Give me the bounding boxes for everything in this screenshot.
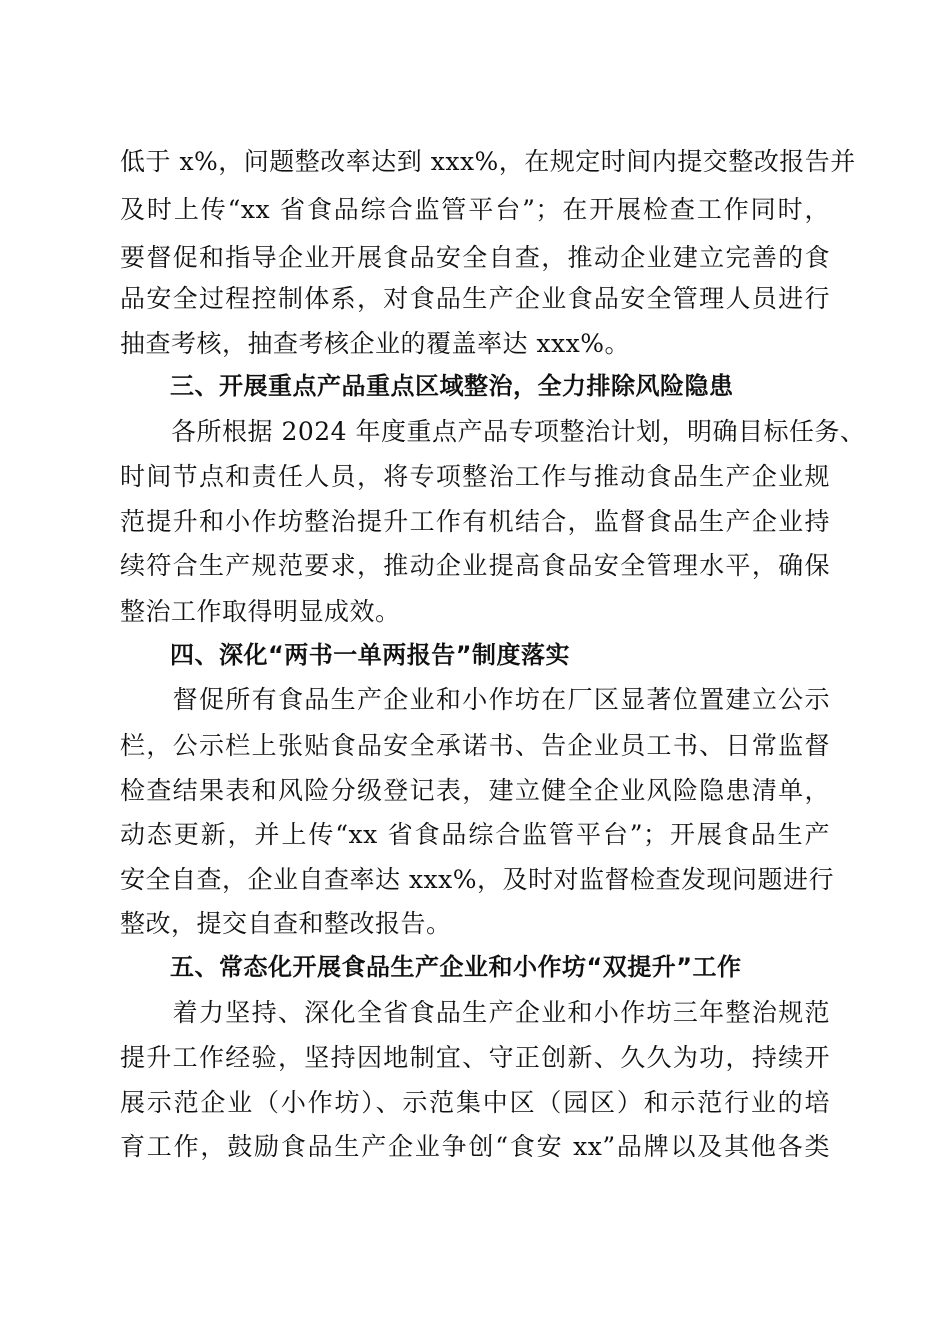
- paragraph-line: 时间节点和责任人员，将专项整治工作与推动食品生产企业规: [120, 462, 830, 491]
- paragraph-line: 提升工作经验，坚持因地制宜、守正创新、久久为功，持续开: [120, 1043, 830, 1072]
- paragraph-line: 整改，提交自查和整改报告。: [120, 909, 452, 938]
- paragraph-line: 展示范企业（小作坊）、示范集中区（园区）和示范行业的培: [120, 1088, 830, 1117]
- paragraph-line: 低于 x%，问题整改率达到 xxx%，在规定时间内提交整改报告并: [120, 147, 856, 176]
- paragraph-line: 整治工作取得明显成效。: [120, 597, 401, 626]
- paragraph-line: 栏，公示栏上张贴食品安全承诺书、告企业员工书、日常监督: [120, 731, 830, 760]
- paragraph-line: 抽查考核，抽查考核企业的覆盖率达 xxx%。: [120, 329, 631, 358]
- paragraph-line: 要督促和指导企业开展食品安全自查，推动企业建立完善的食: [120, 243, 830, 272]
- paragraph-line: 安全自查，企业自查率达 xxx%，及时对监督检查发现问题进行: [120, 865, 835, 894]
- paragraph-line: 续符合生产规范要求，推动企业提高食品安全管理水平，确保: [120, 551, 830, 580]
- paragraph-line: 动态更新，并上传“xx 省食品综合监管平台”；开展食品生产: [120, 820, 830, 849]
- section-heading-3: 三、开展重点产品重点区域整治，全力排除风险隐患: [170, 372, 734, 400]
- paragraph-line: 检查结果表和风险分级登记表，建立健全企业风险隐患清单，: [120, 776, 830, 805]
- paragraph-line: 育工作，鼓励食品生产企业争创“食安 xx”品牌以及其他各类: [120, 1132, 830, 1161]
- section-heading-4: 四、深化“两书一单两报告”制度落实: [170, 641, 571, 669]
- paragraph-line: 范提升和小作坊整治提升工作有机结合，监督食品生产企业持: [120, 507, 830, 536]
- paragraph-line: 着力坚持、深化全省食品生产企业和小作坊三年整治规范: [120, 998, 830, 1027]
- paragraph-line: 及时上传“xx 省食品综合监管平台”；在开展检查工作同时，: [120, 195, 830, 224]
- paragraph-line: 品安全过程控制体系，对食品生产企业食品安全管理人员进行: [120, 284, 830, 313]
- paragraph-line: 各所根据 2024 年度重点产品专项整治计划，明确目标任务、: [120, 417, 866, 446]
- section-heading-5: 五、常态化开展食品生产企业和小作坊“双提升”工作: [170, 953, 742, 981]
- paragraph-line: 督促所有食品生产企业和小作坊在厂区显著位置建立公示: [120, 685, 830, 714]
